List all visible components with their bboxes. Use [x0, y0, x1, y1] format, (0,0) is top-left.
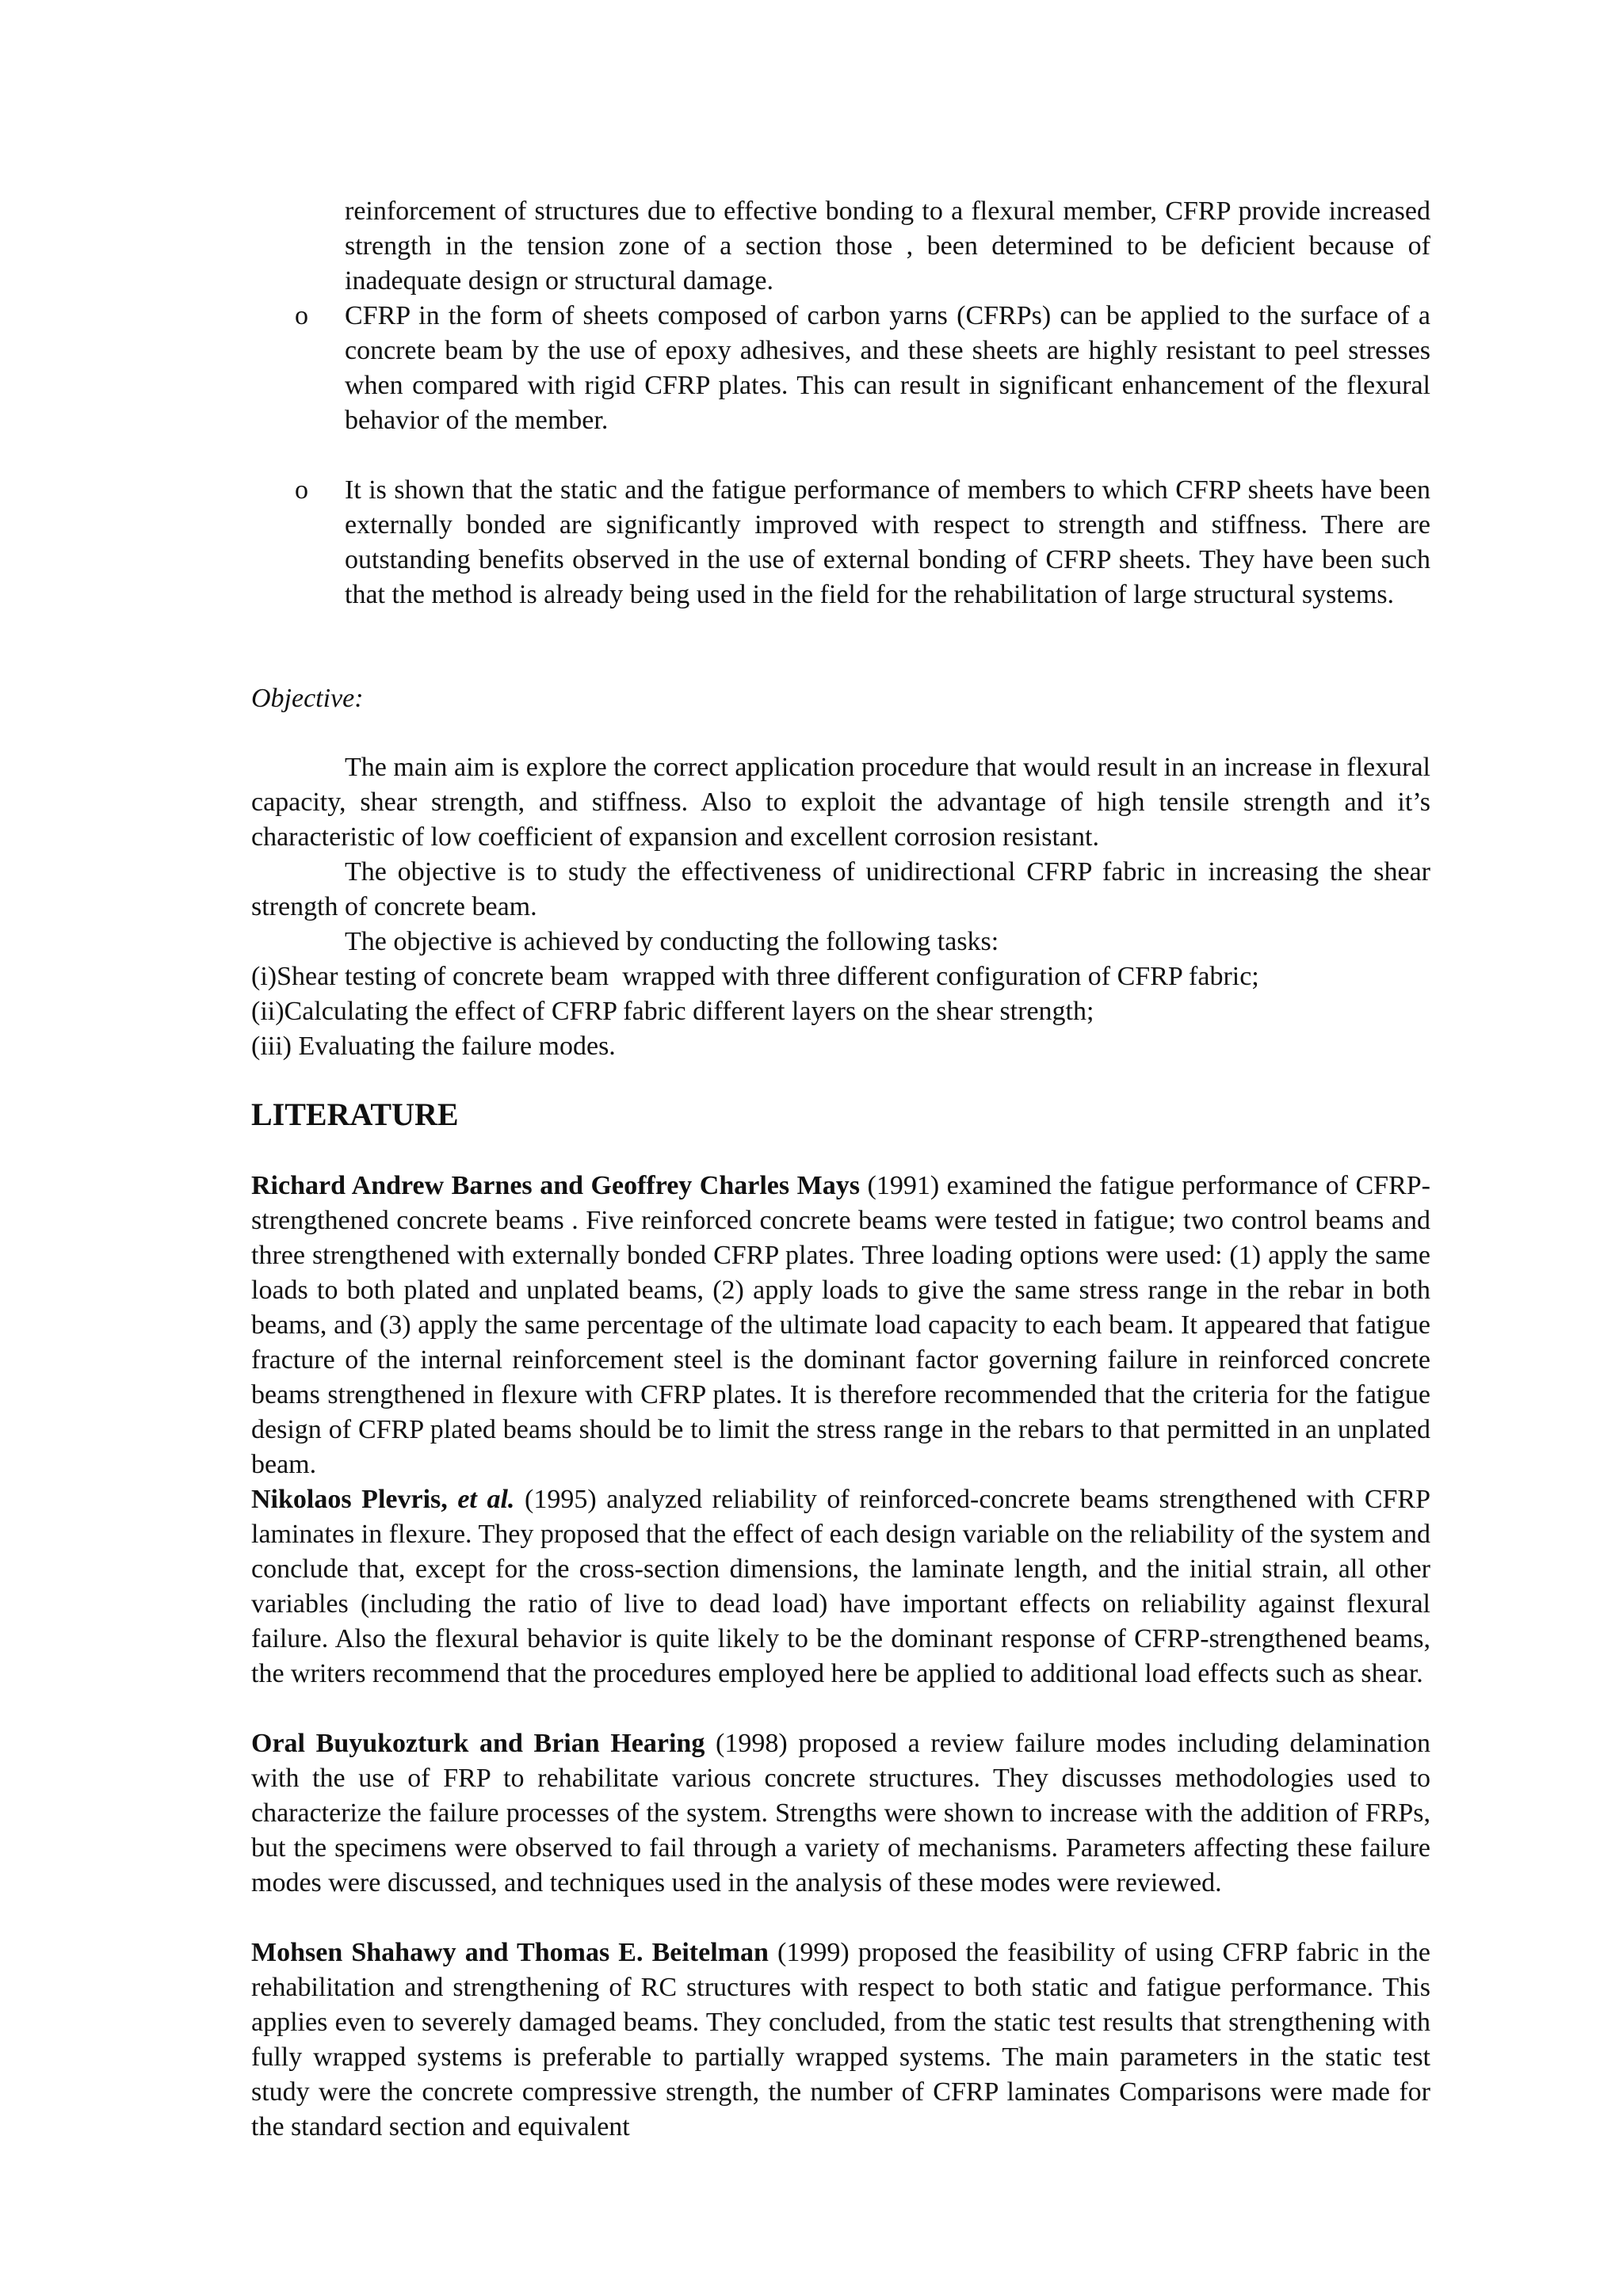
bullet-item: It is shown that the static and the fatigue performance of members to which CFRP sheets have been externally bonded are significantly improved with respect to strength and stiffness. There are outstanding benefits observed in the use of external bonding of CFRP sheets. They have been such that the method is already being used in the field for the rehabilitation of large structural systems. — [345, 475, 1430, 609]
review-authors-suffix: et al. — [447, 1485, 515, 1514]
literature-review — [251, 1726, 1430, 1901]
review-text: (1991) examined the fatigue performance of CFRP-strengthened concrete beams . Five reinforced concrete beams were tested in fatigue; two control beams and three strengthened with externally bonded CFRP plates. Three loading options were used: (1) apply the same loads to both plated and unplated beams, (2) apply loads to give the same stress range in the rebar in both beams, and (3) apply the same percentage of the ultimate load capacity to each beam. It appeared that fatigue fracture of the internal reinforcement steel is the dominant factor governing failure in reinforced concrete beams strengthened in flexure with CFRP plates. It is therefore recommended that the criteria for the fatigue design of CFRP plated beams should be to limit the stress range in the rebars to that permitted in an unplated beam. — [251, 1171, 1430, 1479]
task-item: (ii)Calculating the effect of CFRP fabric different layers on the shear strength; — [251, 997, 1094, 1026]
review-authors: Mohsen Shahawy and Thomas E. Beitelman — [251, 1938, 769, 1967]
bullet-marker: o — [295, 301, 308, 330]
literature-review — [251, 1936, 1430, 2145]
review-authors: Richard Andrew Barnes and Geoffrey Charles Mays — [251, 1171, 860, 1200]
bullet-marker: o — [295, 475, 308, 505]
literature-review — [251, 1482, 1430, 1691]
review-text: (1998) proposed a review failure modes including delamination with the use of FRP to rehabilitate various concrete structures. They discusses methodologies used to characterize the failure processes of the system. Strengths were shown to increase with the addition of FRPs, but the specimens were observed to fail through a variety of mechanisms. Parameters affecting these failure modes were discussed, and techniques used in the analysis of these modes were reviewed. — [251, 1729, 1430, 1897]
objective-paragraph: The objective is achieved by conducting the following tasks: — [345, 927, 999, 956]
objective-paragraph: The objective is to study the effectiveness of unidirectional CFRP fabric in increasing the shear strength of concrete beam. — [251, 857, 1430, 921]
review-text: (1995) analyzed reliability of reinforced-concrete beams strengthened with CFRP laminates in flexure. They proposed that the effect of each design variable on the reliability of the system and conclude that, except for the cross-section dimensions, the laminate length, and the initial strain, all other variables (including the ratio of live to dead load) have important effects on reliability against flexural failure. Also the flexural behavior is quite likely to be the dominant response of CFRP-strengthened beams, the writers recommend that the procedures employed here be applied to additional load effects such as shear. — [251, 1485, 1431, 1688]
review-authors: Oral Buyukozturk and Brian Hearing — [251, 1729, 705, 1758]
bullet-item: CFRP in the form of sheets composed of carbon yarns (CFRPs) can be applied to the surface of a concrete beam by the use of epoxy adhesives, and these sheets are highly resistant to peel stresses when compared with rigid CFRP plates. This can result in significant enhancement of the flexural behavior of the member. — [345, 301, 1430, 435]
review-authors: Nikolaos Plevris, — [251, 1485, 448, 1514]
literature-review — [251, 1169, 1430, 1482]
task-item: (i)Shear testing of concrete beam wrapped with three different configuration of CFRP fabric; — [251, 962, 1259, 991]
review-text: (1999) proposed the feasibility of using CFRP fabric in the rehabilitation and strengthening of RC structures with respect to both static and fatigue performance. This applies even to severely damaged beams. They concluded, from the static test results that strengthening with fully wrapped systems is preferable to partially wrapped systems. The main parameters in the static test study were the concrete compressive strength, the number of CFRP laminates Comparisons were made for the standard section and equivalent — [251, 1938, 1430, 2142]
task-item: (iii) Evaluating the failure modes. — [251, 1032, 616, 1061]
section-heading: LITERATURE — [251, 1097, 459, 1132]
objective-label: Objective: — [251, 684, 364, 713]
intro-continuation: reinforcement of structures due to effective bonding to a flexural member, CFRP provide increased strength in the tension zone of a section those , been determined to be deficient because of inadequate design or structural damage. — [345, 196, 1430, 296]
objective-paragraph: The main aim is explore the correct application procedure that would result in an increase in flexural capacity, shear strength, and stiffness. Also to exploit the advantage of high tensile strength and it’s characteristic of low coefficient of expansion and excellent corrosion resistant. — [251, 753, 1430, 852]
